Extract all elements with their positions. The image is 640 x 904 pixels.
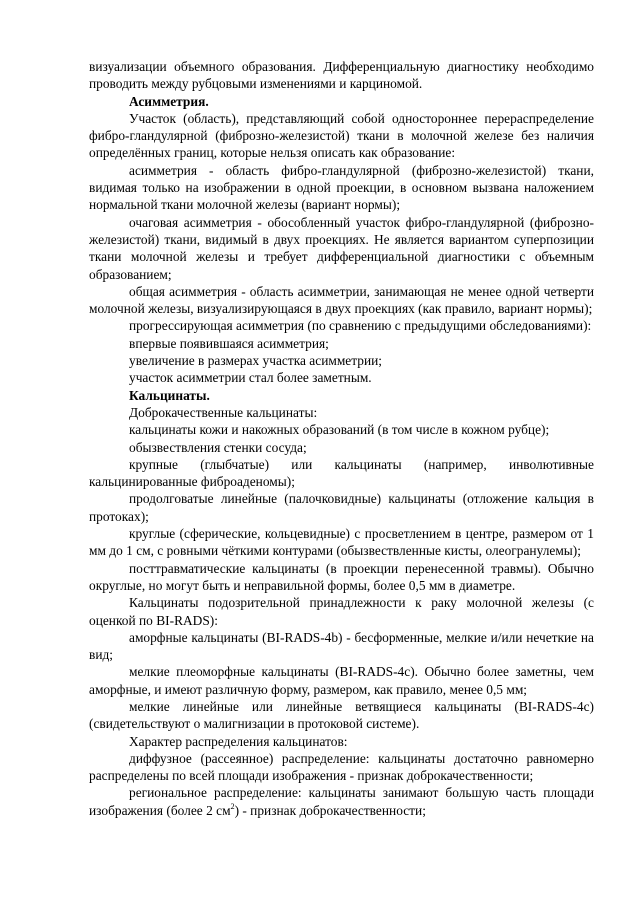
paragraph: мелкие линейные или линейные ветвящиеся кальцинаты (BI-RADS-4c) (свидетельствуют о малигнизации в протоковой системе).	[89, 698, 594, 732]
paragraph: диффузное (рассеянное) распределение: кальцинаты достаточно равномерно распределены по всей площади изображения - признак доброкачественности;	[89, 750, 594, 784]
paragraph: кальцинаты кожи и накожных образований (в том числе в кожном рубце);	[129, 422, 550, 438]
superscript: 2	[230, 801, 235, 811]
paragraph: мелкие плеоморфные кальцинаты (BI-RADS-4c). Обычно более заметны, чем аморфные, и имеют различную форму, размером, как правило, менее 0,5 мм;	[89, 664, 594, 697]
paragraph: прогрессирующая асимметрия (по сравнению с предыдущими обследованиями):	[129, 318, 592, 334]
paragraph: круглые (сферические, кольцевидные) с просветлением в центре, размером от 1 мм до 1 см, с ровными чёткими контурами (обызвествленные кисты, олеогранулемы);	[89, 526, 594, 559]
paragraph: Характер распределения кальцинатов:	[129, 733, 348, 749]
section-heading: Асимметрия.	[129, 93, 209, 109]
paragraph: посттравматические кальцинаты (в проекции перенесенной травмы). Обычно округлые, но могут быть и неправильной формы, более 0,5 мм в диаметре.	[89, 560, 594, 593]
paragraph: Кальцинаты подозрительной принадлежности к раку молочной железы (с оценкой по BI-RADS):	[89, 595, 594, 628]
paragraph-text: региональное распределение: кальцинаты занимают большую часть площади изображения (более 2 см	[89, 785, 594, 818]
paragraph: крупные (глыбчатые) или кальцинаты (например, инволютивные кальцинированные фиброаденомы);	[89, 456, 594, 490]
section-heading: Кальцинаты.	[129, 387, 210, 403]
paragraph: обызвествления стенки сосуда;	[129, 439, 307, 455]
paragraph	[89, 784, 594, 819]
paragraph: продолговатые линейные (палочковидные) кальцинаты (отложение кальция в протоках);	[89, 491, 594, 524]
document-page	[89, 58, 594, 819]
paragraph: увеличение в размерах участка асимметрии;	[129, 353, 383, 369]
paragraph: общая асимметрия - область асимметрии, занимающая не менее одной четверти молочной железы, визуализирующаяся в двух проекциях (как правило, вариант нормы);	[89, 283, 594, 317]
paragraph: Доброкачественные кальцинаты:	[129, 404, 318, 420]
paragraph: Участок (область), представляющий собой одностороннее перераспределение фибро-гландулярной (фиброзно-железистой) ткани в молочной железе без наличия определённых границ, которые нельзя описать как образование:	[89, 110, 594, 161]
paragraph-text: ) - признак доброкачественности;	[234, 802, 426, 818]
paragraph: очаговая асимметрия - обособленный участок фибро-гландулярной (фиброзно-железистой) ткани, видимый в двух проекциях. Не является вариантом суперпозиции ткани молочной железы и требует дифференциальной диагностики с объемным образованием;	[89, 214, 594, 282]
paragraph: аморфные кальцинаты (BI-RADS-4b) - бесформенные, мелкие и/или нечеткие на вид;	[89, 629, 594, 663]
paragraph: асимметрия - область фибро-гландулярной (фиброзно-железистой) ткани, видимая только на изображении в одной проекции, в основном вызвана наложением нормальной ткани молочной железы (вариант нормы);	[89, 162, 594, 213]
paragraph: участок асимметрии стал более заметным.	[129, 370, 372, 386]
paragraph: впервые появившаяся асимметрия;	[129, 335, 329, 351]
paragraph: визуализации объемного образования. Дифференциальную диагностику необходимо проводить между рубцовыми изменениями и карциномой.	[89, 59, 594, 92]
